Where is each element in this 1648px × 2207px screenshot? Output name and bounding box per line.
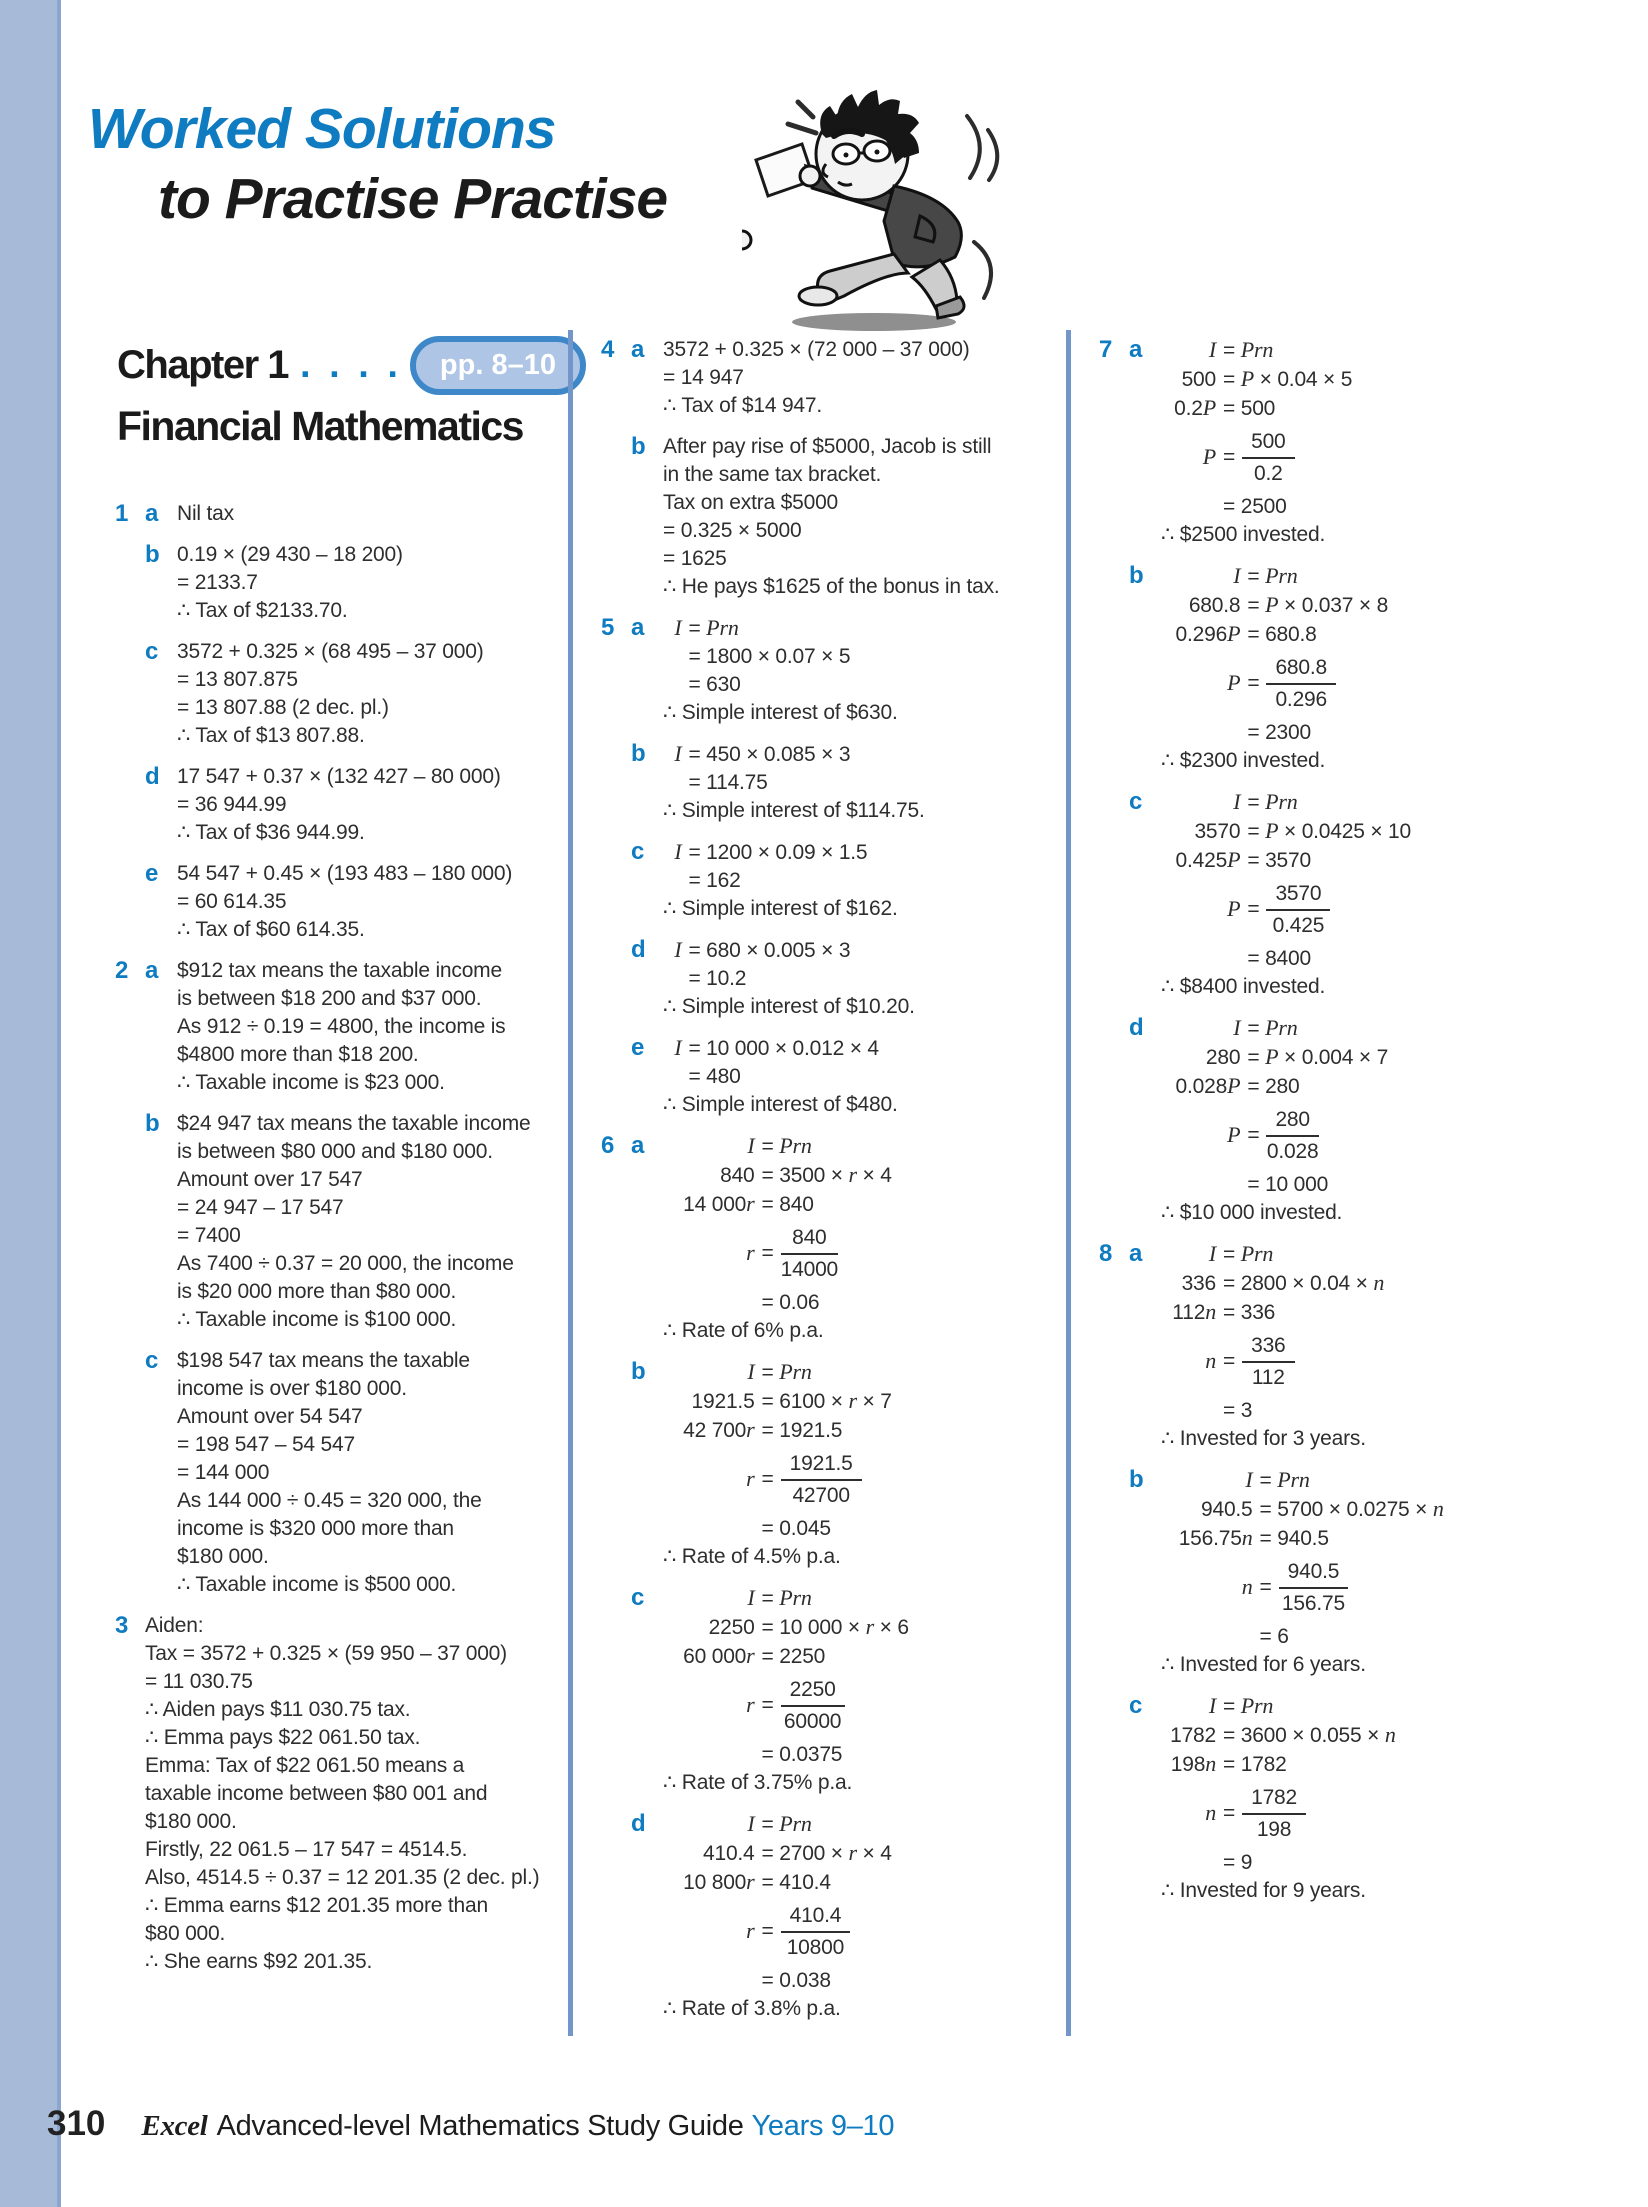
page-number: 310 bbox=[47, 2104, 106, 2143]
solution-line: $4800 more than $18 200. bbox=[177, 1043, 419, 1066]
solutions-column-2 bbox=[568, 330, 1066, 2036]
solution-line: = 60 614.35 bbox=[177, 890, 287, 913]
question-number bbox=[1099, 562, 1129, 775]
solution-item bbox=[115, 500, 568, 528]
solution-line: = 6 bbox=[1259, 1625, 1289, 1648]
solution-line: ∴ Simple interest of $162. bbox=[663, 897, 898, 920]
solution-line: 17 547 + 0.37 × (132 427 – 80 000) bbox=[177, 765, 501, 788]
solution-line: ∴ Aiden pays $11 030.75 tax. bbox=[145, 1698, 411, 1721]
solution-line: ∴ $10 000 invested. bbox=[1161, 1201, 1343, 1224]
fraction: $\frac{1782}{198}$ bbox=[1242, 1784, 1306, 1844]
solution-item bbox=[1099, 1692, 1590, 1905]
solution-body bbox=[1161, 1692, 1590, 1905]
solution-line: = 114.75 bbox=[688, 771, 768, 794]
solution-line: ∴ Taxable income is $500 000. bbox=[177, 1573, 457, 1596]
solution-line: ∴ He pays $1625 of the bonus in tax. bbox=[663, 575, 1000, 598]
solution-line: I = Prn bbox=[747, 1133, 812, 1158]
solution-item bbox=[115, 1110, 568, 1334]
solution-line: = 0.045 bbox=[761, 1517, 831, 1540]
solution-item bbox=[115, 638, 568, 750]
solution-line: I = Prn bbox=[747, 1359, 812, 1384]
solution-line: I = Prn bbox=[1208, 1241, 1274, 1266]
solution-line: P = $\frac{680.8}{0.296}$ bbox=[1161, 654, 1590, 714]
question-number bbox=[601, 936, 631, 1021]
footer-years: Years 9–10 bbox=[751, 2110, 895, 2142]
solution-line: Firstly, 22 061.5 – 17 547 = 4514.5. bbox=[145, 1838, 468, 1861]
left-margin-stripe bbox=[0, 0, 57, 2207]
solution-body bbox=[177, 500, 568, 528]
fraction: $\frac{410.4}{10800}$ bbox=[781, 1902, 851, 1962]
fraction: $\frac{2250}{60000}$ bbox=[781, 1676, 845, 1736]
solution-line: P = $\frac{500}{0.2}$ bbox=[1161, 428, 1590, 488]
solution-item bbox=[601, 614, 1066, 727]
solutions-column-3 bbox=[1066, 330, 1590, 2036]
solution-item bbox=[601, 1810, 1066, 2023]
part-letter: b bbox=[1129, 1466, 1144, 1493]
fraction: $\frac{336}{112}$ bbox=[1242, 1332, 1294, 1392]
solution-line: in the same tax bracket. bbox=[663, 463, 882, 486]
part-letter: d bbox=[1129, 1014, 1144, 1041]
part-letter: a bbox=[145, 957, 159, 984]
solution-line: 198n = 1782 bbox=[1170, 1751, 1287, 1776]
question-number: 4 bbox=[601, 336, 615, 363]
solution-body bbox=[663, 433, 1066, 601]
solution-line: ∴ Rate of 3.8% p.a. bbox=[663, 1997, 841, 2020]
solution-body bbox=[1161, 336, 1590, 549]
solution-body bbox=[663, 1132, 1066, 1345]
solution-line: ∴ $2500 invested. bbox=[1161, 523, 1326, 546]
solution-item bbox=[601, 433, 1066, 601]
solution-line: = 2300 bbox=[1247, 721, 1311, 744]
fraction: $\frac{940.5}{156.75}$ bbox=[1279, 1558, 1349, 1618]
solution-line: = 13 807.88 (2 dec. pl.) bbox=[177, 696, 389, 719]
part-letter: e bbox=[631, 1034, 645, 1061]
brand-name: Excel bbox=[141, 2110, 208, 2142]
solution-item bbox=[601, 336, 1066, 420]
part-letter: c bbox=[1129, 1692, 1143, 1719]
solution-line: $180 000. bbox=[177, 1545, 269, 1568]
solution-line: I = Prn bbox=[1245, 1467, 1310, 1492]
motion-lines bbox=[967, 116, 997, 298]
solution-item bbox=[601, 1034, 1066, 1119]
left-margin-stripe-edge bbox=[57, 0, 61, 2207]
solution-line: 410.4 = 2700 × r × 4 bbox=[702, 1840, 892, 1865]
solution-body bbox=[1161, 788, 1590, 1001]
solution-line: = 0.325 × 5000 bbox=[663, 519, 802, 542]
solution-line: = 7400 bbox=[177, 1224, 241, 1247]
solution-line: = 8400 bbox=[1247, 947, 1311, 970]
back-hand bbox=[742, 231, 751, 249]
solution-line: I = 450 × 0.085 × 3 bbox=[674, 741, 851, 766]
part-letter: a bbox=[631, 614, 645, 641]
solution-line: ∴ $8400 invested. bbox=[1161, 975, 1326, 998]
solution-line: After pay rise of $5000, Jacob is still bbox=[663, 435, 992, 458]
solution-body bbox=[177, 860, 568, 944]
part-letter: a bbox=[1129, 1240, 1143, 1267]
solution-line: = 2133.7 bbox=[177, 571, 258, 594]
solution-line: ∴ Taxable income is $23 000. bbox=[177, 1071, 445, 1094]
solution-body bbox=[177, 763, 568, 847]
footer-text bbox=[141, 2110, 894, 2143]
solution-line: = 0.0375 bbox=[761, 1743, 843, 1766]
solution-line: ∴ Tax of $14 947. bbox=[663, 394, 823, 417]
solution-line: ∴ Rate of 6% p.a. bbox=[663, 1319, 824, 1342]
solution-line: r = $\frac{840}{14000}$ bbox=[663, 1224, 1066, 1284]
solution-body bbox=[663, 1034, 1066, 1119]
solution-line: 336 = 2800 × 0.04 × n bbox=[1181, 1270, 1385, 1295]
solution-item bbox=[115, 1347, 568, 1599]
solution-body bbox=[663, 936, 1066, 1021]
part-letter: d bbox=[631, 936, 646, 963]
solution-line: 42 700r = 1921.5 bbox=[683, 1417, 843, 1442]
solution-line: = 9 bbox=[1223, 1851, 1253, 1874]
solution-line: 3570 = P × 0.0425 × 10 bbox=[1194, 818, 1412, 843]
solution-line: $912 tax means the taxable income bbox=[177, 959, 502, 982]
solution-line: P = $\frac{3570}{0.425}$ bbox=[1161, 880, 1590, 940]
solution-item bbox=[115, 541, 568, 625]
solution-line: n = $\frac{336}{112}$ bbox=[1161, 1332, 1590, 1392]
solution-body bbox=[663, 1810, 1066, 2023]
question-number: 6 bbox=[601, 1132, 615, 1159]
solution-line: ∴ Rate of 3.75% p.a. bbox=[663, 1771, 853, 1794]
page-footer bbox=[47, 2104, 894, 2144]
solution-line: = 480 bbox=[688, 1065, 741, 1088]
question-number bbox=[115, 541, 145, 625]
solution-line: = 1625 bbox=[663, 547, 727, 570]
solution-line: 0.028P = 280 bbox=[1175, 1073, 1300, 1098]
part-letter: d bbox=[631, 1810, 646, 1837]
chapter-label: Chapter 1 bbox=[117, 343, 288, 387]
solution-line: I = 680 × 0.005 × 3 bbox=[674, 937, 851, 962]
solution-line: = 36 944.99 bbox=[177, 793, 287, 816]
part-letter: c bbox=[145, 638, 159, 665]
part-letter: b bbox=[631, 740, 646, 767]
solution-body bbox=[145, 1612, 568, 1976]
solution-line: $180 000. bbox=[145, 1810, 237, 1833]
chapter-dots: . . . . bbox=[300, 344, 402, 386]
solution-line: $80 000. bbox=[145, 1922, 226, 1945]
part-letter: e bbox=[145, 860, 159, 887]
solution-item bbox=[1099, 1014, 1590, 1227]
solution-line: n = $\frac{940.5}{156.75}$ bbox=[1161, 1558, 1590, 1618]
question-number bbox=[115, 1347, 145, 1599]
solution-item bbox=[115, 1612, 568, 1976]
fraction: $\frac{1921.5}{42700}$ bbox=[781, 1450, 862, 1510]
solution-line: 3572 + 0.325 × (72 000 – 37 000) bbox=[663, 338, 970, 361]
solution-line: ∴ Rate of 4.5% p.a. bbox=[663, 1545, 841, 1568]
solution-line: Emma: Tax of $22 061.50 means a bbox=[145, 1754, 465, 1777]
solution-line: 1782 = 3600 × 0.055 × n bbox=[1170, 1722, 1396, 1747]
solution-line: I = 1200 × 0.09 × 1.5 bbox=[674, 839, 868, 864]
solution-line: = 13 807.875 bbox=[177, 668, 298, 691]
solution-line: = 24 947 – 17 547 bbox=[177, 1196, 344, 1219]
solution-line: = 11 030.75 bbox=[145, 1670, 253, 1693]
solution-item bbox=[1099, 562, 1590, 775]
question-number bbox=[115, 638, 145, 750]
solution-body bbox=[177, 1347, 568, 1599]
solution-line: 0.19 × (29 430 – 18 200) bbox=[177, 543, 403, 566]
solution-line: I = Prn bbox=[747, 1811, 812, 1836]
solution-line: I = Prn bbox=[1208, 337, 1274, 362]
solution-line: r = $\frac{1921.5}{42700}$ bbox=[663, 1450, 1066, 1510]
solution-line: = 0.06 bbox=[761, 1291, 820, 1314]
page-title-line2: to Practise Practise bbox=[158, 167, 668, 231]
solution-line: ∴ She earns $92 201.35. bbox=[145, 1950, 373, 1973]
page-title-line1: Worked Solutions bbox=[88, 97, 556, 161]
solution-line: I = Prn bbox=[747, 1585, 812, 1610]
solution-line: = 10.2 bbox=[688, 967, 747, 990]
question-number bbox=[1099, 1014, 1129, 1227]
solution-body bbox=[663, 838, 1066, 923]
question-number bbox=[1099, 1692, 1129, 1905]
solution-line: taxable income between $80 001 and bbox=[145, 1782, 488, 1805]
solution-line: ∴ Simple interest of $114.75. bbox=[663, 799, 925, 822]
question-number bbox=[601, 1810, 631, 2023]
fraction: $\frac{680.8}{0.296}$ bbox=[1266, 654, 1336, 714]
part-letter: c bbox=[145, 1347, 159, 1374]
part-letter: b bbox=[1129, 562, 1144, 589]
solution-line: I = Prn bbox=[1233, 1015, 1298, 1040]
solution-body bbox=[663, 1584, 1066, 1797]
solution-line: I = Prn bbox=[674, 615, 739, 640]
shadow bbox=[792, 313, 956, 331]
solution-line: ∴ Tax of $60 614.35. bbox=[177, 918, 365, 941]
solution-line: is between $80 000 and $180 000. bbox=[177, 1140, 493, 1163]
question-number: 5 bbox=[601, 614, 615, 641]
fraction: $\frac{840}{14000}$ bbox=[780, 1226, 839, 1281]
question-number bbox=[601, 433, 631, 601]
solution-line: I = Prn bbox=[1208, 1693, 1274, 1718]
solution-line: ∴ Simple interest of $10.20. bbox=[663, 995, 915, 1018]
part-letter: c bbox=[631, 1584, 645, 1611]
part-letter: a bbox=[145, 500, 159, 527]
solution-line: 3572 + 0.325 × (68 495 – 37 000) bbox=[177, 640, 484, 663]
question-number bbox=[1099, 1466, 1129, 1679]
solution-body bbox=[663, 740, 1066, 825]
fraction: $\frac{280}{0.028}$ bbox=[1266, 1108, 1319, 1163]
solution-item bbox=[601, 1584, 1066, 1797]
solution-line: = 3 bbox=[1223, 1399, 1253, 1422]
part-letter: b bbox=[145, 541, 160, 568]
solution-line: income is $320 000 more than bbox=[177, 1517, 454, 1540]
solution-item bbox=[601, 1132, 1066, 1345]
solution-line: = 198 547 – 54 547 bbox=[177, 1433, 355, 1456]
solution-body bbox=[1161, 1240, 1590, 1453]
solution-line: ∴ Emma pays $22 061.50 tax. bbox=[145, 1726, 421, 1749]
solution-line: Tax on extra $5000 bbox=[663, 491, 839, 514]
solution-line: 280 = P × 0.004 × 7 bbox=[1205, 1044, 1389, 1069]
part-letter: d bbox=[145, 763, 160, 790]
solution-line: r = $\frac{410.4}{10800}$ bbox=[663, 1902, 1066, 1962]
solution-line: = 162 bbox=[688, 869, 741, 892]
question-number bbox=[601, 838, 631, 923]
solution-line: ∴ Taxable income is $100 000. bbox=[177, 1308, 457, 1331]
solution-body bbox=[1161, 1466, 1590, 1679]
solution-item bbox=[1099, 336, 1590, 549]
solution-body bbox=[177, 541, 568, 625]
solution-line: = 10 000 bbox=[1247, 1173, 1329, 1196]
solution-line: = 14 947 bbox=[663, 366, 744, 389]
solutions-column-1 bbox=[88, 330, 568, 2036]
solution-line: is between $18 200 and $37 000. bbox=[177, 987, 482, 1010]
solution-item bbox=[601, 740, 1066, 825]
solution-body bbox=[663, 336, 1066, 420]
solution-line: income is over $180 000. bbox=[177, 1377, 407, 1400]
running-student-illustration bbox=[742, 64, 1007, 344]
solution-line: 0.425P = 3570 bbox=[1175, 847, 1311, 872]
chapter-heading bbox=[117, 336, 568, 395]
solution-line: Amount over 54 547 bbox=[177, 1405, 363, 1428]
question-number bbox=[601, 740, 631, 825]
solution-line: ∴ Simple interest of $480. bbox=[663, 1093, 898, 1116]
solution-body bbox=[663, 1358, 1066, 1571]
solution-line: ∴ Emma earns $12 201.35 more than bbox=[145, 1894, 488, 1917]
solution-line: 0.2P = 500 bbox=[1174, 395, 1276, 420]
part-letter: a bbox=[631, 1132, 645, 1159]
question-number bbox=[115, 1110, 145, 1334]
solution-line: Tax = 3572 + 0.325 × (59 950 – 37 000) bbox=[145, 1642, 507, 1665]
question-number bbox=[601, 1034, 631, 1119]
question-number bbox=[601, 1584, 631, 1797]
chapter-title: Financial Mathematics bbox=[117, 403, 523, 449]
solution-body bbox=[1161, 1014, 1590, 1227]
solution-body bbox=[177, 1110, 568, 1334]
solution-item bbox=[601, 936, 1066, 1021]
solution-line: ∴ Invested for 3 years. bbox=[1161, 1427, 1366, 1450]
solution-line: 10 800r = 410.4 bbox=[683, 1869, 831, 1894]
question-number bbox=[115, 763, 145, 847]
solution-line: r = $\frac{2250}{60000}$ bbox=[663, 1676, 1066, 1736]
solution-body bbox=[1161, 562, 1590, 775]
solution-item bbox=[115, 763, 568, 847]
question-number bbox=[601, 1358, 631, 1571]
part-letter: b bbox=[631, 1358, 646, 1385]
solution-line: 156.75n = 940.5 bbox=[1178, 1525, 1329, 1550]
solution-line: I = Prn bbox=[1233, 789, 1298, 814]
solution-item bbox=[115, 957, 568, 1097]
solution-line: P = $\frac{280}{0.028}$ bbox=[1161, 1106, 1590, 1166]
solution-line: 840 = 3500 × r × 4 bbox=[720, 1162, 892, 1187]
question-number: 8 bbox=[1099, 1240, 1113, 1267]
solution-line: 1921.5 = 6100 × r × 7 bbox=[691, 1388, 892, 1413]
question-number bbox=[1099, 788, 1129, 1001]
part-letter: a bbox=[631, 336, 645, 363]
solution-line: ∴ Invested for 6 years. bbox=[1161, 1653, 1366, 1676]
solution-line: 54 547 + 0.45 × (193 483 – 180 000) bbox=[177, 862, 513, 885]
question-number: 1 bbox=[115, 500, 129, 527]
solution-line: As 912 ÷ 0.19 = 4800, the income is bbox=[177, 1015, 506, 1038]
part-letter: a bbox=[1129, 336, 1143, 363]
solution-line: n = $\frac{1782}{198}$ bbox=[1161, 1784, 1590, 1844]
solution-item bbox=[1099, 1240, 1590, 1453]
solution-line: 60 000r = 2250 bbox=[683, 1643, 826, 1668]
solution-line: Also, 4514.5 ÷ 0.37 = 12 201.35 (2 dec. pl.) bbox=[145, 1866, 540, 1889]
solution-line: = 2500 bbox=[1223, 495, 1287, 518]
part-letter: c bbox=[1129, 788, 1143, 815]
fraction: $\frac{500}{0.2}$ bbox=[1242, 428, 1294, 488]
solution-line: = 1800 × 0.07 × 5 bbox=[688, 645, 851, 668]
solution-item bbox=[1099, 1466, 1590, 1679]
solution-line: 940.5 = 5700 × 0.0275 × n bbox=[1200, 1496, 1444, 1521]
solution-line: ∴ Simple interest of $630. bbox=[663, 701, 898, 724]
solution-line: 2250 = 10 000 × r × 6 bbox=[708, 1614, 909, 1639]
footer-series: Advanced-level Mathematics Study Guide bbox=[216, 2110, 744, 2142]
solution-line: Amount over 17 547 bbox=[177, 1168, 363, 1191]
solution-line: 14 000r = 840 bbox=[683, 1191, 814, 1216]
page-range-badge: pp. 8–10 bbox=[410, 336, 586, 395]
question-number bbox=[115, 860, 145, 944]
question-number: 3 bbox=[115, 1612, 129, 1639]
solution-line: = 630 bbox=[688, 673, 741, 696]
solution-line: = 144 000 bbox=[177, 1461, 270, 1484]
solution-body bbox=[663, 614, 1066, 727]
solution-body bbox=[177, 638, 568, 750]
solution-item bbox=[115, 860, 568, 944]
solution-line: 112n = 336 bbox=[1172, 1299, 1276, 1324]
solution-line: I = 10 000 × 0.012 × 4 bbox=[674, 1035, 879, 1060]
solutions-columns bbox=[88, 330, 1590, 2036]
solution-line: As 7400 ÷ 0.37 = 20 000, the income bbox=[177, 1252, 514, 1275]
solution-line: $24 947 tax means the taxable income bbox=[177, 1112, 531, 1135]
solution-item bbox=[601, 1358, 1066, 1571]
solution-line: Aiden: bbox=[145, 1614, 204, 1637]
solution-line: ∴ $2300 invested. bbox=[1161, 749, 1326, 772]
solution-line: ∴ Invested for 9 years. bbox=[1161, 1879, 1366, 1902]
front-shoe bbox=[799, 287, 837, 305]
startle-dashes bbox=[788, 102, 816, 133]
part-letter: b bbox=[145, 1110, 160, 1137]
solution-line: Nil tax bbox=[177, 502, 234, 525]
solution-line: 0.296P = 680.8 bbox=[1175, 621, 1317, 646]
part-letter: c bbox=[631, 838, 645, 865]
solution-line: = 0.038 bbox=[761, 1969, 831, 1992]
solution-item bbox=[1099, 788, 1590, 1001]
solution-body bbox=[177, 957, 568, 1097]
solution-line: 680.8 = P × 0.037 × 8 bbox=[1188, 592, 1389, 617]
solution-line: As 144 000 ÷ 0.45 = 320 000, the bbox=[177, 1489, 482, 1512]
question-number: 2 bbox=[115, 957, 129, 984]
solution-item bbox=[601, 838, 1066, 923]
solution-line: ∴ Tax of $2133.70. bbox=[177, 599, 348, 622]
question-number: 7 bbox=[1099, 336, 1113, 363]
solution-line: ∴ Tax of $13 807.88. bbox=[177, 724, 365, 747]
fraction: $\frac{3570}{0.425}$ bbox=[1266, 880, 1330, 940]
solution-line: ∴ Tax of $36 944.99. bbox=[177, 821, 365, 844]
part-letter: b bbox=[631, 433, 646, 460]
solution-line: I = Prn bbox=[1233, 563, 1298, 588]
solution-line: $198 547 tax means the taxable bbox=[177, 1349, 470, 1372]
solution-line: is $20 000 more than $80 000. bbox=[177, 1280, 457, 1303]
solution-line: 500 = P × 0.04 × 5 bbox=[1181, 366, 1353, 391]
